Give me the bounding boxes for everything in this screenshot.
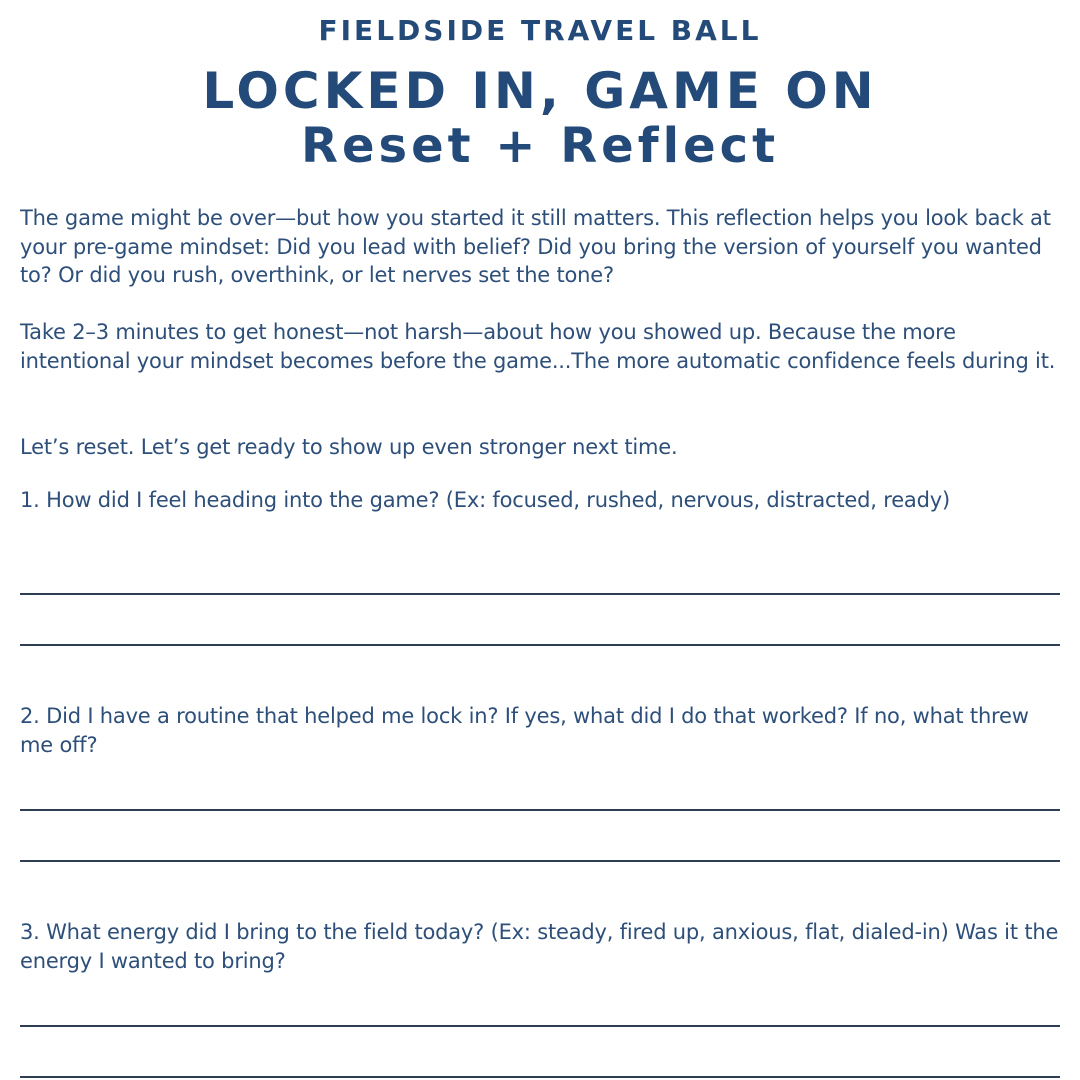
question-2: 2. Did I have a routine that helped me lock in? If yes, what did I do that worked? If no, what threw me off? xyxy=(20,704,1029,757)
brand-name: FIELDSIDE TRAVEL BALL xyxy=(318,14,762,47)
answer-line-2a[interactable] xyxy=(20,809,1060,811)
intro-paragraph-1: The game might be over—but how you started it still matters. This reflection helps you look back at your pre-game mindset: Did you lead with belief? Did you bring the version of yourself you wanted to? Or did you rush, overthink, or let nerves set the tone? xyxy=(20,206,1051,287)
intro-paragraph-2: Take 2–3 minutes to get honest—not harsh—about how you showed up. Because the more intentional your mindset becomes before the game...The more automatic confidence feels during it. xyxy=(20,320,1056,373)
answer-line-3b[interactable] xyxy=(20,1076,1060,1078)
answer-line-1b[interactable] xyxy=(20,644,1060,646)
answer-line-1a[interactable] xyxy=(20,593,1060,595)
page-subtitle: Reset + Reflect xyxy=(300,118,780,174)
page-title: LOCKED IN, GAME ON xyxy=(202,62,878,120)
question-1: 1. How did I feel heading into the game? (Ex: focused, rushed, nervous, distracted, ready) xyxy=(20,488,950,512)
answer-line-2b[interactable] xyxy=(20,860,1060,862)
question-3: 3. What energy did I bring to the field today? (Ex: steady, fired up, anxious, flat, dialed-in) Was it the energy I wanted to bring? xyxy=(20,920,1059,973)
intro-paragraph-3: Let’s reset. Let’s get ready to show up even stronger next time. xyxy=(20,435,678,459)
answer-line-3a[interactable] xyxy=(20,1025,1060,1027)
